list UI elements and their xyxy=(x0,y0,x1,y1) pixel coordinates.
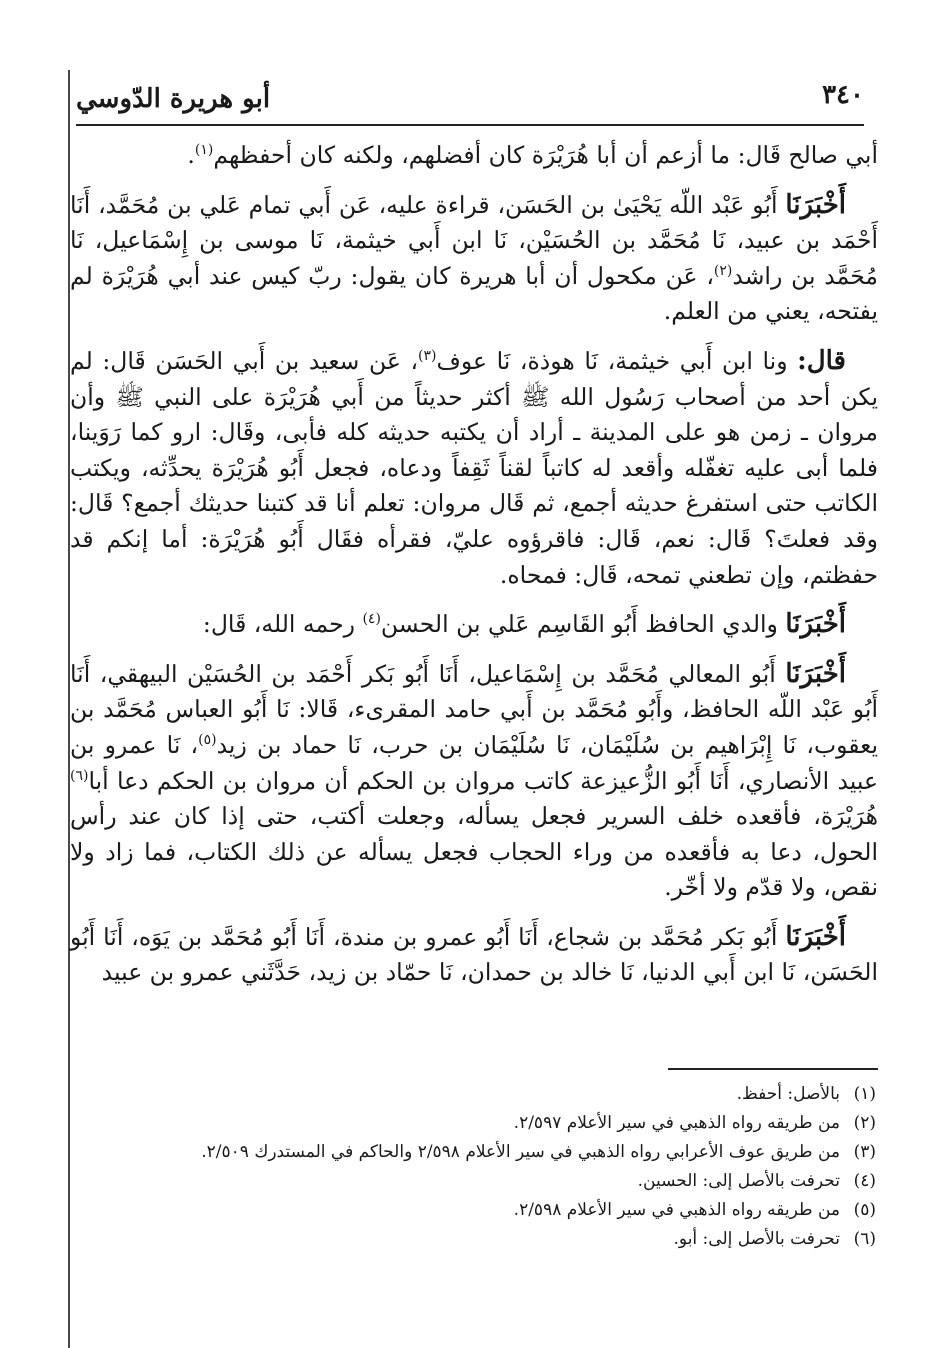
paragraph-text: رحمه الله، قَال: xyxy=(202,610,363,639)
footnote-marker: (٥) xyxy=(198,732,217,749)
footnote-marker: (١) xyxy=(194,142,214,159)
paragraph-text: أَبُو عَبْد اللّه يَحْيَىٰ بن الحَسَن، قراءة عليه، عَن أَبي تمام عَلي بن مُحَمَّد، أَنَا أَحْمَد بن عبيد، نَا مُحَمَّد بن الحُسَيْن، نَا ابن أَبي خيثمة، نَا موسى بن إِسْمَاعيل، نَا مُحَمَّد بن راشد xyxy=(70,190,878,290)
footnote-divider xyxy=(668,1068,878,1070)
page-header xyxy=(76,80,864,126)
paragraph-text: ، عَن سعيد بن أَبي الحَسَن قَال: لم يكن أحد من أصحاب رَسُول الله ﷺ أكثر حديثاً من أَبي هُرَيْرَة على النبي ﷺ وأن مروان ـ زمن هو على المدينة ـ أراد أن يكتبه حديثه كله فأبى، وقَال: ارو كما رَوَينا، فلما أبى عليه تغفّله وأقعد له كاتباً لقناً ثَقِفاً ودعاه، فجعل أَبُو هُرَيْرَة يحدِّثه، ويكتب الكاتب حتى استفرغ حديثه أجمع، ثم قَال مروان: تعلم أنا قد كتبنا حديثك أجمع؟ قَال: وقد فعلتَ؟ قَال: نعم، قَال: فاقرؤوه عليّ، فقرأه فقَال أَبُو هُرَيْرَة: أما إنكم قد حفظتم، وإن تطعني تمحه، قَال: فمحاه. xyxy=(70,346,878,589)
main-text xyxy=(70,138,878,1005)
footnote-number: (٣) xyxy=(853,1142,876,1162)
lead-word: أَخْبَرَنَا xyxy=(785,609,846,640)
footnote-number: (٤) xyxy=(853,1171,876,1191)
footnote-item xyxy=(100,1196,876,1225)
paragraph-text: أَبُو بَكر مُحَمَّد بن شجاع، أَنَا أَبُو عمرو بن مندة، أَنَا أَبُو مُحَمَّد بن يَوَه، أَنَا أَبُو الحَسَن، نَا ابن أَبي الدنيا، نَا خالد بن حمدان، نَا حمّاد بن زيد، حَدَّثَني عمرو بن عبيد xyxy=(70,922,878,987)
footnote-number: (٥) xyxy=(853,1200,876,1220)
footnote-number: (١) xyxy=(853,1084,876,1104)
paragraph-text: هُرَيْرَة، فأقعده خلف السرير فجعل يسأله، وجعلت أكتب، حتى إذا كان عند رأس الحول، دعا به فأقعده من وراء الحجاب فجعل يسأله عن ذلك الكتاب، فما زاد ولا نقص، ولا قدّم ولا أخّر. xyxy=(70,802,878,902)
paragraph-2 xyxy=(70,188,878,330)
page-number: ٣٤٠ xyxy=(822,80,864,110)
paragraph-text: أَبُو المعالي مُحَمَّد بن إِسْمَاعيل، أَنَا أَبُو بَكر أَحْمَد بن الحُسَيْن البيهقي، أَنَا أَبُو عَبْد اللّه الحافظ، وأَبُو مُحَمَّد بن أَبي حامد المقرىء، قَالا: نَا أَبُو العباس مُحَمَّد بن يعقوب، نَا إِبْرَاهيم بن سُلَيْمَان، نَا سُلَيْمَان بن حرب، نَا حماد بن زيد xyxy=(70,659,878,759)
footnote-item xyxy=(100,1109,876,1138)
lead-word: أَخْبَرَنَا xyxy=(785,658,846,689)
paragraph-1 xyxy=(70,138,878,174)
running-head: أبو هريرة الدّوسي xyxy=(76,84,271,114)
paragraph-3 xyxy=(70,344,878,593)
footnote-number: (٢) xyxy=(853,1113,876,1133)
paragraph-6 xyxy=(70,920,878,991)
footnote-text: بالأصل: أحفظ. xyxy=(736,1084,840,1104)
paragraph-text: أبي صالح قَال: ما أزعم أن أبا هُرَيْرَة كان أفضلهم، ولكنه كان أحفظهم xyxy=(213,141,878,169)
footnote-marker: (٤) xyxy=(362,611,381,628)
lead-word: أَخْبَرَنَا xyxy=(785,189,846,220)
footnote-marker: (٢) xyxy=(713,262,733,279)
lead-word: قال: xyxy=(797,345,846,376)
footnote-text: تحرفت بالأصل إلى: الحسين. xyxy=(637,1171,840,1191)
paragraph-text: . xyxy=(187,141,195,169)
footnote-text: من طريق عوف الأعرابي رواه الذهبي في سير الأعلام ٢/٥٩٨ والحاكم في المستدرك ٢/٥٠٩. xyxy=(201,1142,840,1162)
footnote-item xyxy=(100,1138,876,1167)
footnote-item xyxy=(100,1225,876,1254)
paragraph-text: والدي الحافظ أَبُو القَاسِم عَلي بن الحسن xyxy=(380,610,786,639)
paragraph-text: ونا ابن أَبي خيثمة، نَا هوذة، نَا عوف xyxy=(436,346,798,375)
paragraph-4 xyxy=(70,607,878,643)
paragraph-text: ، نَا عمرو بن عبيد الأنصاري، أَنَا أَبُو الزُّعيزعة كاتب مروان بن الحكم أن مروان بن الحكم دعا أبا xyxy=(70,730,878,795)
lead-word: أَخْبَرَنَا xyxy=(785,921,846,952)
footnote-item xyxy=(100,1167,876,1196)
footnotes xyxy=(100,1080,876,1254)
footnote-text: من طريقه رواه الذهبي في سير الأعلام ٢/٥٩٨. xyxy=(513,1200,840,1220)
footnote-marker: (٦) xyxy=(70,767,89,784)
paragraph-5 xyxy=(70,657,878,906)
footnote-item xyxy=(100,1080,876,1109)
paragraph-text: ، عَن مكحول أن أبا هريرة كان يقول: ربّ كيس عند أبي هُرَيْرَة لم يفتحه، يعني من العلم. xyxy=(70,261,878,326)
footnote-number: (٦) xyxy=(853,1229,876,1249)
footnote-marker: (٣) xyxy=(418,348,437,365)
footnote-text: تحرفت بالأصل إلى: أبو. xyxy=(673,1229,840,1249)
footnote-text: من طريقه رواه الذهبي في سير الأعلام ٢/٥٩٧. xyxy=(513,1113,840,1133)
